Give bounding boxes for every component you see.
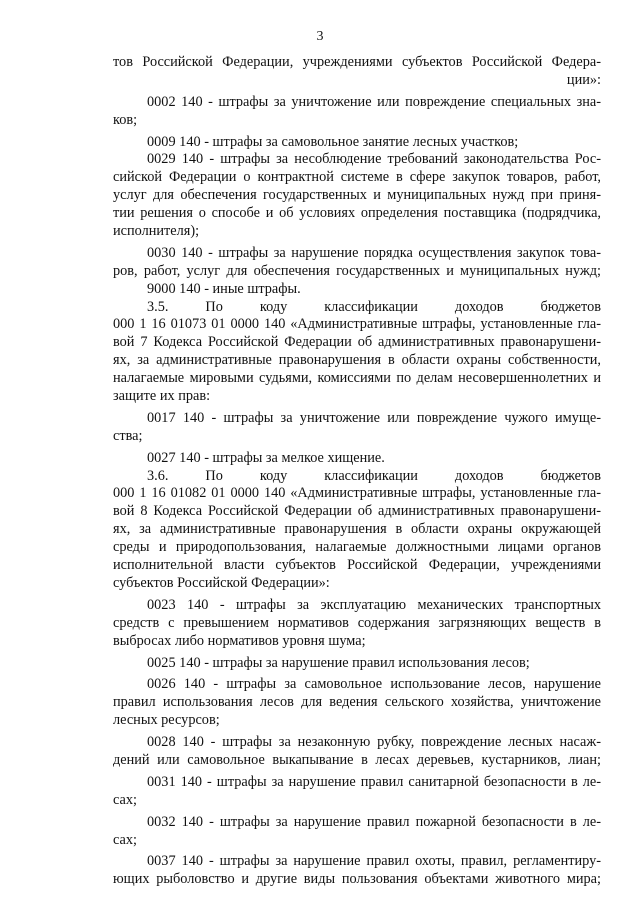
text-line: налагаемые мировыми судьями, комиссиями по делам несовершеннолетних и: [113, 370, 601, 387]
text-line: лесных ресурсов;: [113, 712, 220, 729]
text-line: среды и природопользования, налагаемые должностными лицами органов: [113, 539, 601, 556]
text-line: 0028 140 - штрафы за незаконную рубку, повреждение лесных насаж-: [147, 734, 601, 751]
text-line: 0027 140 - штрафы за мелкое хищение.: [147, 449, 385, 466]
text-line: дений или самовольное выкапывание в лесах деревьев, кустарников, лиан;: [113, 751, 601, 768]
text-line: 0032 140 - штрафы за нарушение правил пожарной безопасности в ле-: [147, 813, 601, 830]
text-line: 0030 140 - штрафы за нарушение порядка осуществления закупок това-: [147, 244, 601, 261]
text-line: ющих рыболовство и другие виды пользования объектами животного мира;: [113, 871, 601, 888]
text-line: исполнителя);: [113, 223, 200, 240]
text-line: 0037 140 - штрафы за нарушение правил охоты, правил, регламентиру-: [147, 853, 601, 870]
text-line: защите их прав:: [113, 388, 211, 405]
text-line: 000 1 16 01073 01 0000 140 «Административные штрафы, установленные гла-: [113, 316, 601, 333]
text-line: 3.5. По коду классификации доходов бюджетов: [147, 298, 601, 315]
document-body: [113, 54, 601, 889]
text-line: субъектов Российской Федерации»:: [113, 574, 330, 591]
text-line: сах;: [113, 831, 137, 848]
text-line: вой 7 Кодекса Российской Федерации об административных правонарушени-: [113, 334, 601, 351]
text-line: 0031 140 - штрафы за нарушение правил санитарной безопасности в ле-: [147, 773, 601, 790]
text-line: исполнительной власти субъектов Российской Федерации, учреждениями: [113, 557, 601, 574]
text-line: сах;: [113, 791, 137, 808]
text-line: тов Российской Федерации, учреждениями субъектов Российской Федера-: [113, 54, 601, 70]
text-line: 9000 140 - иные штрафы.: [147, 280, 301, 297]
text-line: 0025 140 - штрафы за нарушение правил использования лесов;: [147, 654, 530, 671]
text-line: 0023 140 - штрафы за эксплуатацию механических транспортных: [147, 596, 601, 613]
text-line: 0009 140 - штрафы за самовольное занятие лесных участков;: [147, 133, 519, 150]
text-line: 0029 140 - штрафы за несоблюдение требований законодательства Рос-: [147, 151, 601, 168]
text-line: ях, за административные правонарушения в области охраны собственности,: [113, 352, 601, 369]
text-line: 0002 140 - штрафы за уничтожение или повреждение специальных зна-: [147, 93, 601, 110]
text-line: тии решения о способе и об условиях определения поставщика (подрядчика,: [113, 205, 601, 222]
text-line: 0026 140 - штрафы за самовольное использование лесов, нарушение: [147, 676, 601, 693]
text-line: сийской Федерации о контрактной системе в сфере закупок товаров, работ,: [113, 169, 601, 186]
page-number: 3: [316, 29, 324, 44]
text-line: ях, за административные правонарушения в области охраны окружающей: [113, 521, 601, 538]
text-line: ров, работ, услуг для обеспечения государственных и муниципальных нужд;: [113, 262, 601, 279]
text-line: ков;: [113, 111, 138, 128]
text-line: 000 1 16 01082 01 0000 140 «Административные штрафы, установленные гла-: [113, 485, 601, 502]
text-line: вой 8 Кодекса Российской Федерации об административных правонарушени-: [113, 503, 601, 520]
text-line: правил использования лесов для ведения сельского хозяйства, уничтожение: [113, 694, 601, 711]
text-line: ства;: [113, 427, 143, 444]
text-line: услуг для обеспечения государственных и муниципальных нужд при приня-: [113, 187, 601, 204]
text-line: 0017 140 - штрафы за уничтожение или повреждение чужого имуще-: [147, 409, 601, 426]
text-line: ции»:: [566, 71, 601, 88]
text-line: выбросах либо нормативов уровня шума;: [113, 632, 366, 649]
text-line: 3.6. По коду классификации доходов бюджетов: [147, 467, 601, 484]
text-line: средств с превышением нормативов содержания загрязняющих веществ в: [113, 614, 601, 631]
